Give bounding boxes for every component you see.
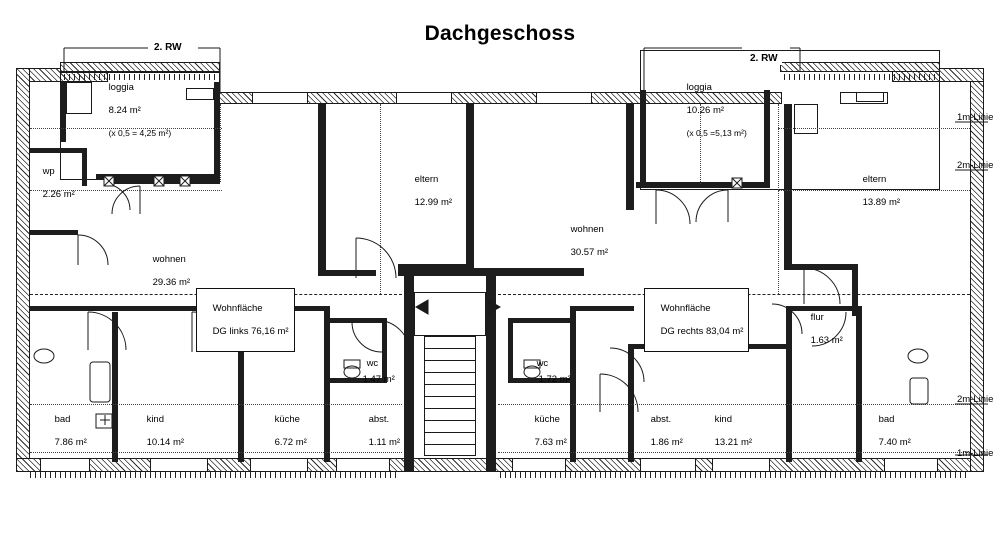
room-area: 13.89 m² [862,196,901,208]
room-note: (x 0,5 = 4,25 m²) [108,127,172,138]
room-label-wohnen-left [142,242,190,300]
stair-tread [424,408,476,409]
room-name: küche [534,413,560,425]
edge-label-2m-top: 2m-Linie [957,160,994,171]
room-area: 10.26 m² [686,104,725,116]
room-area: 30.57 m² [570,246,609,258]
room-label-loggia-right [676,70,747,151]
room-area: 6.72 m² [274,436,307,448]
edge-label-2m-bottom: 2m-Linie [957,394,994,405]
window-bottom-6 [640,458,696,472]
sill-hatching-left [30,472,400,478]
wall-left-wp-vert [82,148,87,186]
room-label-wp [32,154,75,212]
room-label-bad-right [868,402,911,460]
room-area: 1.72 m² [538,373,571,385]
window-bottom-7 [712,458,770,472]
wall-right-kitchen-vert [570,306,576,462]
room-area: 10.14 m² [146,436,185,448]
room-area: 7.86 m² [54,436,87,448]
wall-right-entry [636,182,708,188]
stair-tread [424,420,476,421]
area-box-value: DG rechts 83,04 m² [660,325,744,337]
edge-label-1m-top: 1m-Linie [957,112,994,123]
room-area: 13.21 m² [714,436,753,448]
room-name: eltern [862,173,887,185]
room-area: 7.40 m² [878,436,911,448]
loggia-right-parapet-a [794,104,818,134]
wall-right-kind-vert [786,306,792,462]
room-label-kueche-left [264,402,307,460]
sill-hatching-top-right [784,74,936,80]
area-box-title: Wohnfläche [660,302,711,314]
wall-left-living-top [104,178,220,184]
loggia-right-inner-wall-left [640,90,646,188]
wall-center-top-block [398,264,468,276]
loggia-left-parapet-a [66,82,92,114]
wall-left-wp [30,148,86,153]
room-label-eltern-left [404,162,452,220]
page-title: Dachgeschoss [424,22,576,45]
room-area: 1.63 m² [810,334,843,346]
room-area: 29.36 m² [152,276,191,288]
room-name: bad [878,413,895,425]
room-label-kueche-right [524,402,567,460]
stair-tread [424,384,476,385]
wall-left-bath-vert [112,312,118,462]
stair-tread [424,348,476,349]
room-name: wohnen [570,223,604,235]
window-bottom-3 [250,458,308,472]
line-vert-left-a [220,104,221,182]
room-name: wc [366,357,379,369]
wall-right-bath-vert [856,306,862,462]
wall-right-living-vert [626,104,634,210]
wall-left-wc-top [330,318,386,323]
room-area: 1.11 m² [368,436,401,448]
wall-left-entry [30,230,78,235]
stairwell-wall-right [486,276,496,472]
exterior-wall-right [970,68,984,472]
room-name: wc [536,357,549,369]
stair-tread [424,432,476,433]
room-label-abst-right [640,402,683,460]
window-bottom-2 [150,458,208,472]
loggia-left-parapet-b [186,88,214,100]
room-area-wc-right [528,362,571,397]
room-note: (x 0,5 =5,13 m²) [686,127,747,138]
area-box-right [644,288,749,352]
wall-left-eltern-bottom [318,270,376,276]
room-name: flur [810,311,824,323]
room-label-eltern-right [852,162,900,220]
rw-label-left: 2. RW [150,41,186,54]
wall-right-abst-vert [628,344,634,462]
window-bottom-8 [884,458,938,472]
loggia-right-inner-wall-right [764,90,770,188]
room-name: loggia [108,81,134,93]
room-name: kind [714,413,732,425]
line-vert-right-b [778,104,779,294]
room-label-abst-left [358,402,400,460]
room-label-kind-left [136,402,184,460]
room-area: 1.86 m² [650,436,683,448]
stair-tread [424,396,476,397]
exterior-wall-left [16,68,30,472]
rw-label-right: 2. RW [746,52,782,65]
room-label-wohnen-right [560,212,608,270]
room-area: 7.63 m² [534,436,567,448]
room-area: 1.47 m² [362,373,395,385]
wall-left-eltern-right [466,104,474,276]
room-name: eltern [414,173,439,185]
room-name: küche [274,413,300,425]
room-name: bad [54,413,71,425]
stair-tread [424,444,476,445]
wall-left-kitchen-vert [324,306,330,462]
room-label-loggia-left [98,70,171,151]
window-top-3 [536,92,592,104]
room-area: 12.99 m² [414,196,453,208]
room-area: 2.26 m² [42,188,75,200]
sill-hatching-right [500,472,970,478]
edge-label-1m-bottom: 1m-Linie [957,448,994,459]
stairwell-wall-left [404,276,414,472]
room-area: 8.24 m² [108,104,141,116]
stair-tread [424,372,476,373]
line-vert-left-b [380,104,381,294]
area-box-left [196,288,295,352]
wall-right-kitchen-top [576,306,634,311]
window-top-1 [252,92,308,104]
window-bottom-4 [336,458,390,472]
wall-right-wc-left [508,318,513,382]
room-name: wohnen [152,253,186,265]
window-bottom-5 [512,458,566,472]
room-name: wp [42,165,55,177]
room-area-wc-left [352,362,395,397]
area-box-title: Wohnfläche [212,302,263,314]
wall-right-wc-top [508,318,570,323]
room-label-flur-right [800,300,843,358]
room-label-bad-left [44,402,87,460]
room-label-kind-right [704,402,752,460]
room-name: abst. [368,413,390,425]
wall-right-eltern-bottom [784,264,858,270]
room-name: kind [146,413,164,425]
room-name: loggia [686,81,712,93]
wall-left-corridor-vert [318,104,326,276]
window-top-2 [396,92,452,104]
loggia-right-parapet-b [856,92,884,102]
room-name: abst. [650,413,672,425]
window-bottom-1 [40,458,90,472]
wall-left-bath-top [30,306,118,311]
area-box-value: DG links 76,16 m² [212,325,289,337]
stair-tread [424,360,476,361]
line-1m-top-right [778,128,970,129]
stair-landing [414,292,486,336]
